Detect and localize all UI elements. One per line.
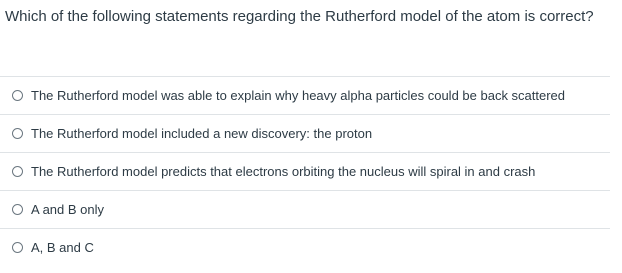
answer-label: The Rutherford model predicts that electrons orbiting the nucleus will spiral in and crash [31, 164, 536, 179]
question-text: Which of the following statements regarding the Rutherford model of the atom is correct? [5, 8, 594, 25]
answer-option-a[interactable] [0, 76, 610, 114]
answer-option-b[interactable] [0, 114, 610, 152]
answer-option-d[interactable] [0, 190, 610, 228]
answer-label: The Rutherford model included a new discovery: the proton [31, 126, 373, 141]
answer-list [0, 76, 610, 266]
radio-button-icon[interactable] [12, 242, 23, 253]
answer-label: A, B and C [31, 240, 94, 255]
radio-button-icon[interactable] [12, 128, 23, 139]
radio-button-icon[interactable] [12, 166, 23, 177]
radio-button-icon[interactable] [12, 204, 23, 215]
answer-option-c[interactable] [0, 152, 610, 190]
answer-option-e[interactable] [0, 228, 610, 266]
radio-button-icon[interactable] [12, 90, 23, 101]
answer-label: A and B only [31, 202, 104, 217]
answer-label: The Rutherford model was able to explain why heavy alpha particles could be back scattered [31, 88, 566, 103]
